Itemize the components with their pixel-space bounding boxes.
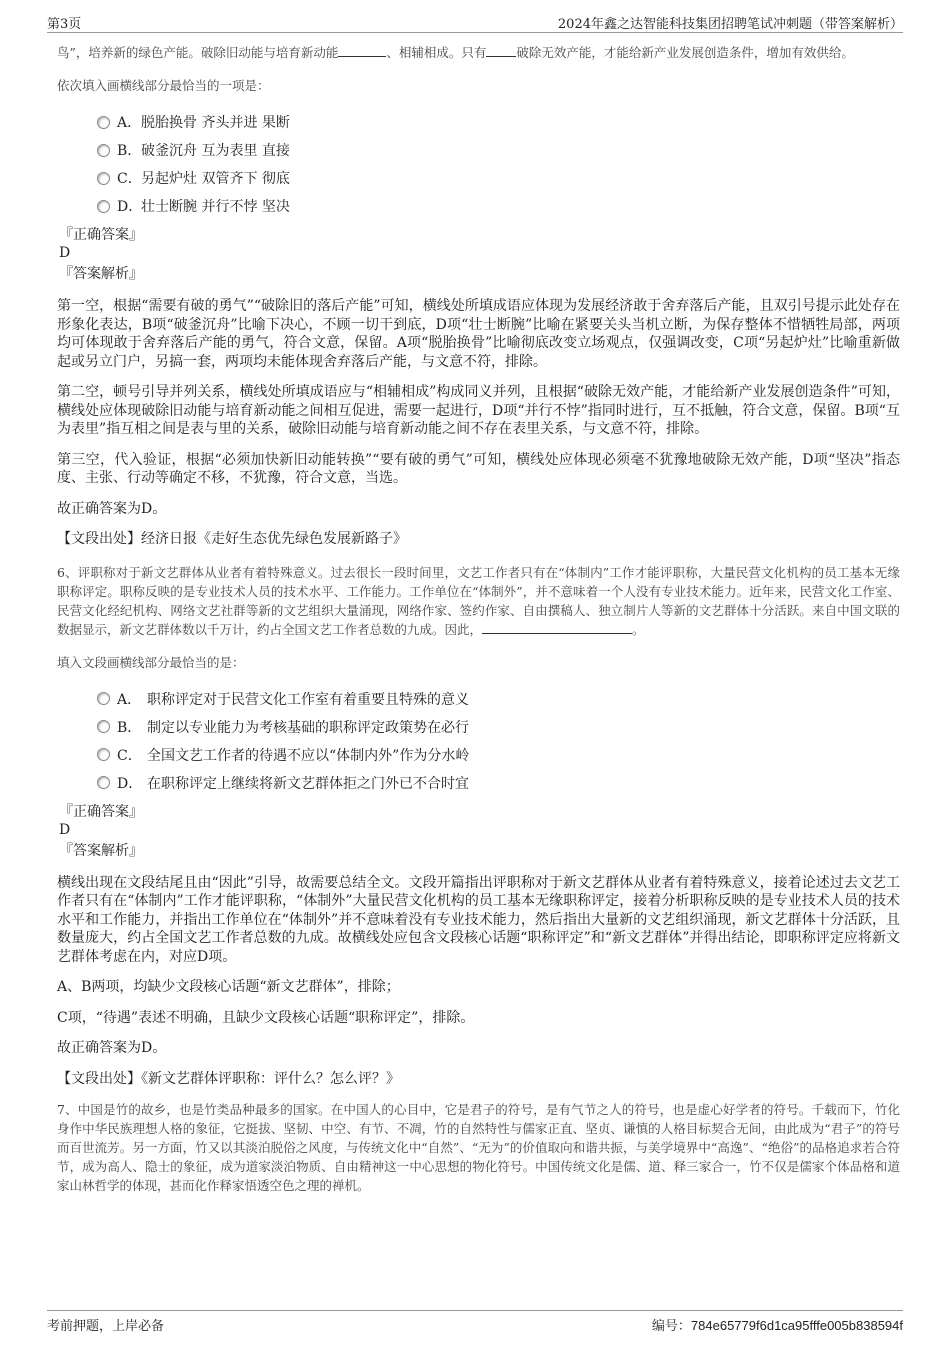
q6-option-c[interactable] — [97, 741, 900, 769]
option-text: 另起炉灶 双管齐下 彻底 — [141, 171, 290, 187]
q6-option-d[interactable] — [97, 769, 900, 797]
option-text: 制定以专业能力为考核基础的职称评定政策势在必行 — [147, 719, 469, 736]
option-letter: B． — [117, 143, 142, 159]
q5-analysis-1: 第一空，根据“需要有破的勇气”“破除旧的落后产能”可知，横线处所填成语应体现为发展经济敢于舍弃落后产能，且双引号提示此处存在形象化表达，B项“破釜沉舟”比喻下决心，不顾一切干到底，D项“壮士断腕”比喻在紧要关头当机立断，为保存整体不惜牺牲局部，两项均可体现敢于舍弃落后产能的勇气，符合文意，保留。A项“脱胎换骨”比喻彻底改变立场观点，仅强调改变，C项“另起炉灶”比喻重新做起或另立门户，另搞一套，两项均未能体现舍弃落后产能，与文意不符，排除。 — [57, 298, 900, 370]
q6-stem — [57, 563, 900, 639]
option-letter: A． — [117, 691, 142, 708]
q5-option-a[interactable] — [97, 108, 900, 136]
q5-stem-part-b: 、相辅相成。只有 — [386, 45, 487, 60]
option-letter: D． — [117, 199, 143, 215]
q6-answer-label: 『正确答案』 — [59, 803, 143, 820]
document-title: 2024年鑫之达智能科技集团招聘笔试冲刺题（带答案解析） — [557, 17, 903, 32]
q5-answer-label: 『正确答案』 — [59, 227, 143, 243]
option-letter: A． — [117, 115, 142, 131]
option-letter: D． — [117, 775, 143, 792]
radio-icon[interactable] — [97, 748, 110, 761]
radio-icon[interactable] — [97, 172, 110, 185]
q5-analysis-3: 第三空，代入验证，根据“必须加快新旧动能转换”“要有破的勇气”可知，横线处应体现必须毫不犹豫地破除无效产能，D项“坚决”指态度、主张、行动等确定不移，不犹豫，符合文意，当选。 — [57, 451, 900, 486]
radio-icon[interactable] — [97, 720, 110, 733]
page-header — [47, 10, 903, 33]
option-letter: C． — [117, 171, 142, 187]
q5-source: 【文段出处】经济日报《走好生态优先绿色发展新路子》 — [57, 531, 407, 547]
q6-stem-text: 6、评职称对于新文艺群体从业者有着特殊意义。过去很长一段时间里，文艺工作者只有在“体制内”工作才能评职称，大量民营文化机构的员工基本无缘职称评定。职称反映的是专业技术人员的技术水平、工作能力。工作单位在“体制外”，并不意味着一个人没有专业技术能力。近年来，民营文化工作室、民营文化经纪机构、网络文艺社群等新的文艺组织大量涌现，网络作家、签约作家、自由撰稿人、独立制片人等新的文艺群体十分活跃。来自中国文联的数据显示，新文艺群体数以千万计，约占全国文艺工作者总数的九成。因此， — [57, 564, 900, 637]
radio-icon[interactable] — [97, 200, 110, 213]
radio-icon[interactable] — [97, 776, 110, 789]
page-content — [57, 43, 900, 1195]
blank-2 — [486, 56, 516, 57]
option-text: 职称评定对于民营文化工作室有着重要且特殊的意义 — [147, 691, 469, 708]
q6-prompt: 填入文段画横线部分最恰当的是： — [57, 654, 245, 670]
q5-analysis-label: 『答案解析』 — [59, 266, 143, 282]
option-text: 壮士断腕 并行不悖 坚决 — [141, 199, 290, 215]
q6-answer: D — [59, 821, 71, 838]
option-text: 在职称评定上继续将新文艺群体拒之门外已不合时宜 — [147, 775, 469, 792]
q5-stem-part-a: 鸟”，培养新的绿色产能。破除旧动能与培育新动能 — [57, 45, 339, 60]
q6-options — [97, 685, 900, 797]
q5-analysis-4: 故正确答案为D。 — [57, 500, 167, 517]
radio-icon[interactable] — [97, 692, 110, 705]
q6-source: 【文段出处】《新文艺群体评职称：评什么？怎么评？》 — [57, 1070, 400, 1087]
q5-option-d[interactable] — [97, 192, 900, 220]
document-code: 编号：784e65779f6d1ca95fffe005b838594f — [651, 1318, 903, 1333]
page-footer — [47, 1310, 903, 1333]
radio-icon[interactable] — [97, 144, 110, 157]
q6-analysis-1: 横线出现在文段结尾且由“因此”引导，故需要总结全文。文段开篇指出评职称对于新文艺群体从业者有着特殊意义，接着论述过去文艺工作者只有在“体制内”工作才能评职称，“体制外”大量民营文化机构的员工基本无缘职称评定，接着分析职称反映的是专业技术人员的技术水平和工作能力，并指出工作单位在“体制外”并不意味着没有专业技术能力，然后指出大量新的文艺组织涌现，新文艺群体十分活跃，且数量庞大，约占全国文艺工作者总数的九成。故横线处应包含文段核心话题“职称评定”和“新文艺群体”并得出结论，即职称评定应将新文艺群体考虑在内，对应D项。 — [57, 874, 900, 965]
q6-analysis-3: C项，“待遇”表述不明确，且缺少文段核心话题“职称评定”，排除。 — [57, 1009, 475, 1026]
page-number: 第3页 — [47, 17, 82, 32]
q6-analysis-2: A、B两项，均缺少文段核心话题“新文艺群体”，排除； — [57, 979, 400, 995]
option-text: 脱胎换骨 齐头并进 果断 — [141, 115, 290, 131]
q5-stem — [57, 43, 900, 62]
blank-1 — [338, 56, 386, 57]
q5-answer: D — [59, 245, 71, 261]
option-letter: C． — [117, 747, 142, 764]
option-letter: B． — [117, 719, 142, 736]
q6-option-a[interactable] — [97, 685, 900, 713]
q5-options — [97, 108, 900, 220]
option-text: 全国文艺工作者的待遇不应以“体制内外”作为分水岭 — [147, 747, 470, 764]
q6-analysis-label: 『答案解析』 — [59, 842, 143, 859]
q5-stem-part-c: 破除无效产能，才能给新产业发展创造条件，增加有效供给。 — [516, 45, 854, 60]
radio-icon[interactable] — [97, 116, 110, 129]
footer-slogan: 考前押题，上岸必备 — [47, 1319, 165, 1334]
q6-stem-end: 。 — [632, 621, 645, 637]
q6-analysis-4: 故正确答案为D。 — [57, 1040, 167, 1056]
q5-option-b[interactable] — [97, 136, 900, 164]
blank-q6 — [482, 633, 632, 634]
q5-analysis-2: 第二空，顿号引导并列关系，横线处所填成语应与“相辅相成”构成同义并列，且根据“破除无效产能，才能给新产业发展创造条件”可知，横线处应体现破除旧动能与培育新动能之间相互促进，需要一起进行，D项“并行不悖”指同时进行，互不抵触，符合文意，保留。B项“互为表里”指互相之间是表与里的关系，破除旧动能与培育新动能之间不存在表里关系，与文意不符，排除。 — [57, 384, 900, 437]
q6-option-b[interactable] — [97, 713, 900, 741]
q5-option-c[interactable] — [97, 164, 900, 192]
q5-prompt: 依次填入画横线部分最恰当的一项是： — [57, 78, 270, 93]
q7-stem: 7、中国是竹的故乡，也是竹类品种最多的国家。在中国人的心目中，它是君子的符号，是有气节之人的符号，也是虚心好学者的符号。千载而下，竹化身作中华民族理想人格的象征，它挺拔、坚韧、中空、有节、不凋，竹的自然特性与儒家正直、坚贞、谦慎的人格目标契合无间，由此成为“君子”的符号而百世流芳。另一方面，竹又以其淡泊脱俗之风度，与传统文化中“自然”、“无为”的价值取向和谐共振，与美学境界中“高逸”、“绝俗”的品格追求若合符节，成为高人、隐士的象征，成为道家淡泊物质、自由精神这一中心思想的物化符号。中国传统文化是儒、道、释三家合一，竹不仅是儒家个体品格和道家山林哲学的体现，甚而化作释家悟透空色之理的禅机。 — [57, 1102, 900, 1193]
option-text: 破釜沉舟 互为表里 直接 — [141, 143, 290, 159]
